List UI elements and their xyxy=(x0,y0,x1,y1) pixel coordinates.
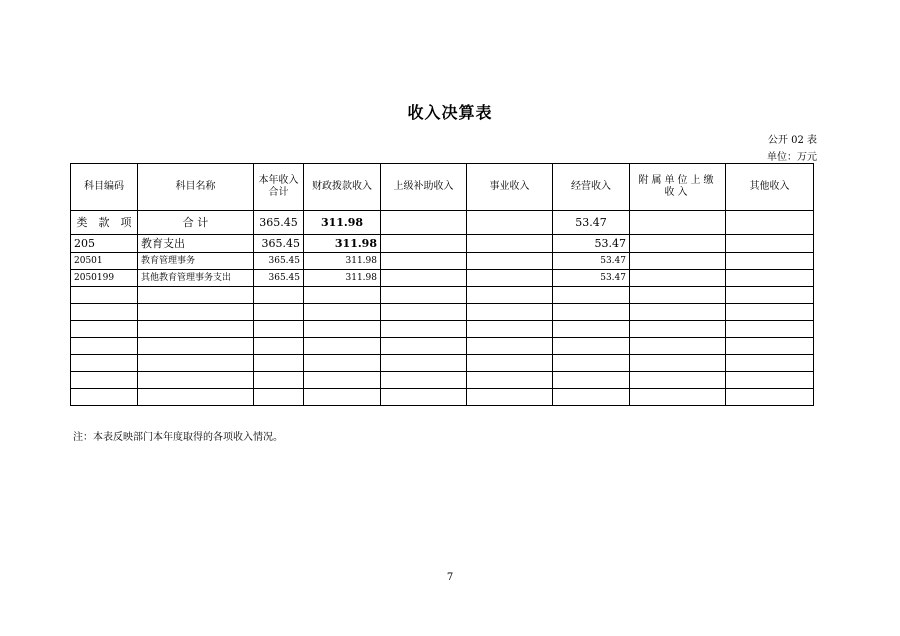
table-row xyxy=(71,270,814,287)
income-table xyxy=(70,163,814,406)
row-fiscal: 311.98 xyxy=(304,253,381,270)
table-row xyxy=(71,253,814,270)
row-code: 2050199 xyxy=(71,270,138,287)
empty-row xyxy=(71,287,814,304)
empty-row xyxy=(71,389,814,406)
row-total: 365.45 xyxy=(254,235,304,253)
totals-operating: 53.47 xyxy=(553,211,630,235)
header-fiscal: 财政拨款收入 xyxy=(304,164,381,211)
totals-total: 365.45 xyxy=(254,211,304,235)
table-row xyxy=(71,235,814,253)
table-header-row xyxy=(71,164,814,211)
table-code: 公开 02 表 xyxy=(767,135,817,146)
header-business: 事业收入 xyxy=(467,164,553,211)
class-section-item-cell xyxy=(71,211,138,235)
row-name: 其他教育管理事务支出 xyxy=(138,270,254,287)
row-fiscal: 311.98 xyxy=(304,235,381,253)
row-name: 教育管理事务 xyxy=(138,253,254,270)
item-label: 项 xyxy=(120,215,132,229)
header-other: 其他收入 xyxy=(726,164,814,211)
empty-row xyxy=(71,372,814,389)
class-label: 类 xyxy=(76,215,88,229)
row-fiscal: 311.98 xyxy=(304,270,381,287)
header-affiliated: 附属单位上缴收入 xyxy=(630,164,726,211)
total-label: 合 计 xyxy=(138,211,254,235)
empty-row xyxy=(71,304,814,321)
page-number: 7 xyxy=(446,572,454,583)
row-total: 365.45 xyxy=(254,270,304,287)
row-name: 教育支出 xyxy=(138,235,254,253)
empty-row xyxy=(71,338,814,355)
header-superior: 上级补助收入 xyxy=(381,164,467,211)
header-code: 科目编码 xyxy=(71,164,138,211)
unit-label: 单位：万元 xyxy=(767,152,817,163)
table-note: 注：本表反映部门本年度取得的各项收入情况。 xyxy=(73,432,283,443)
page-title: 收入决算表 xyxy=(407,103,493,122)
header-name: 科目名称 xyxy=(138,164,254,211)
row-operating: 53.47 xyxy=(553,253,630,270)
header-operating: 经营收入 xyxy=(553,164,630,211)
header-total: 本年收入合计 xyxy=(254,164,304,211)
row-total: 365.45 xyxy=(254,253,304,270)
section-label: 款 xyxy=(98,215,110,229)
subheader-row xyxy=(71,211,814,235)
row-operating: 53.47 xyxy=(553,270,630,287)
row-operating: 53.47 xyxy=(553,235,630,253)
row-code: 205 xyxy=(71,235,138,253)
empty-row xyxy=(71,321,814,338)
empty-row xyxy=(71,355,814,372)
totals-fiscal: 311.98 xyxy=(304,211,381,235)
row-code: 20501 xyxy=(71,253,138,270)
